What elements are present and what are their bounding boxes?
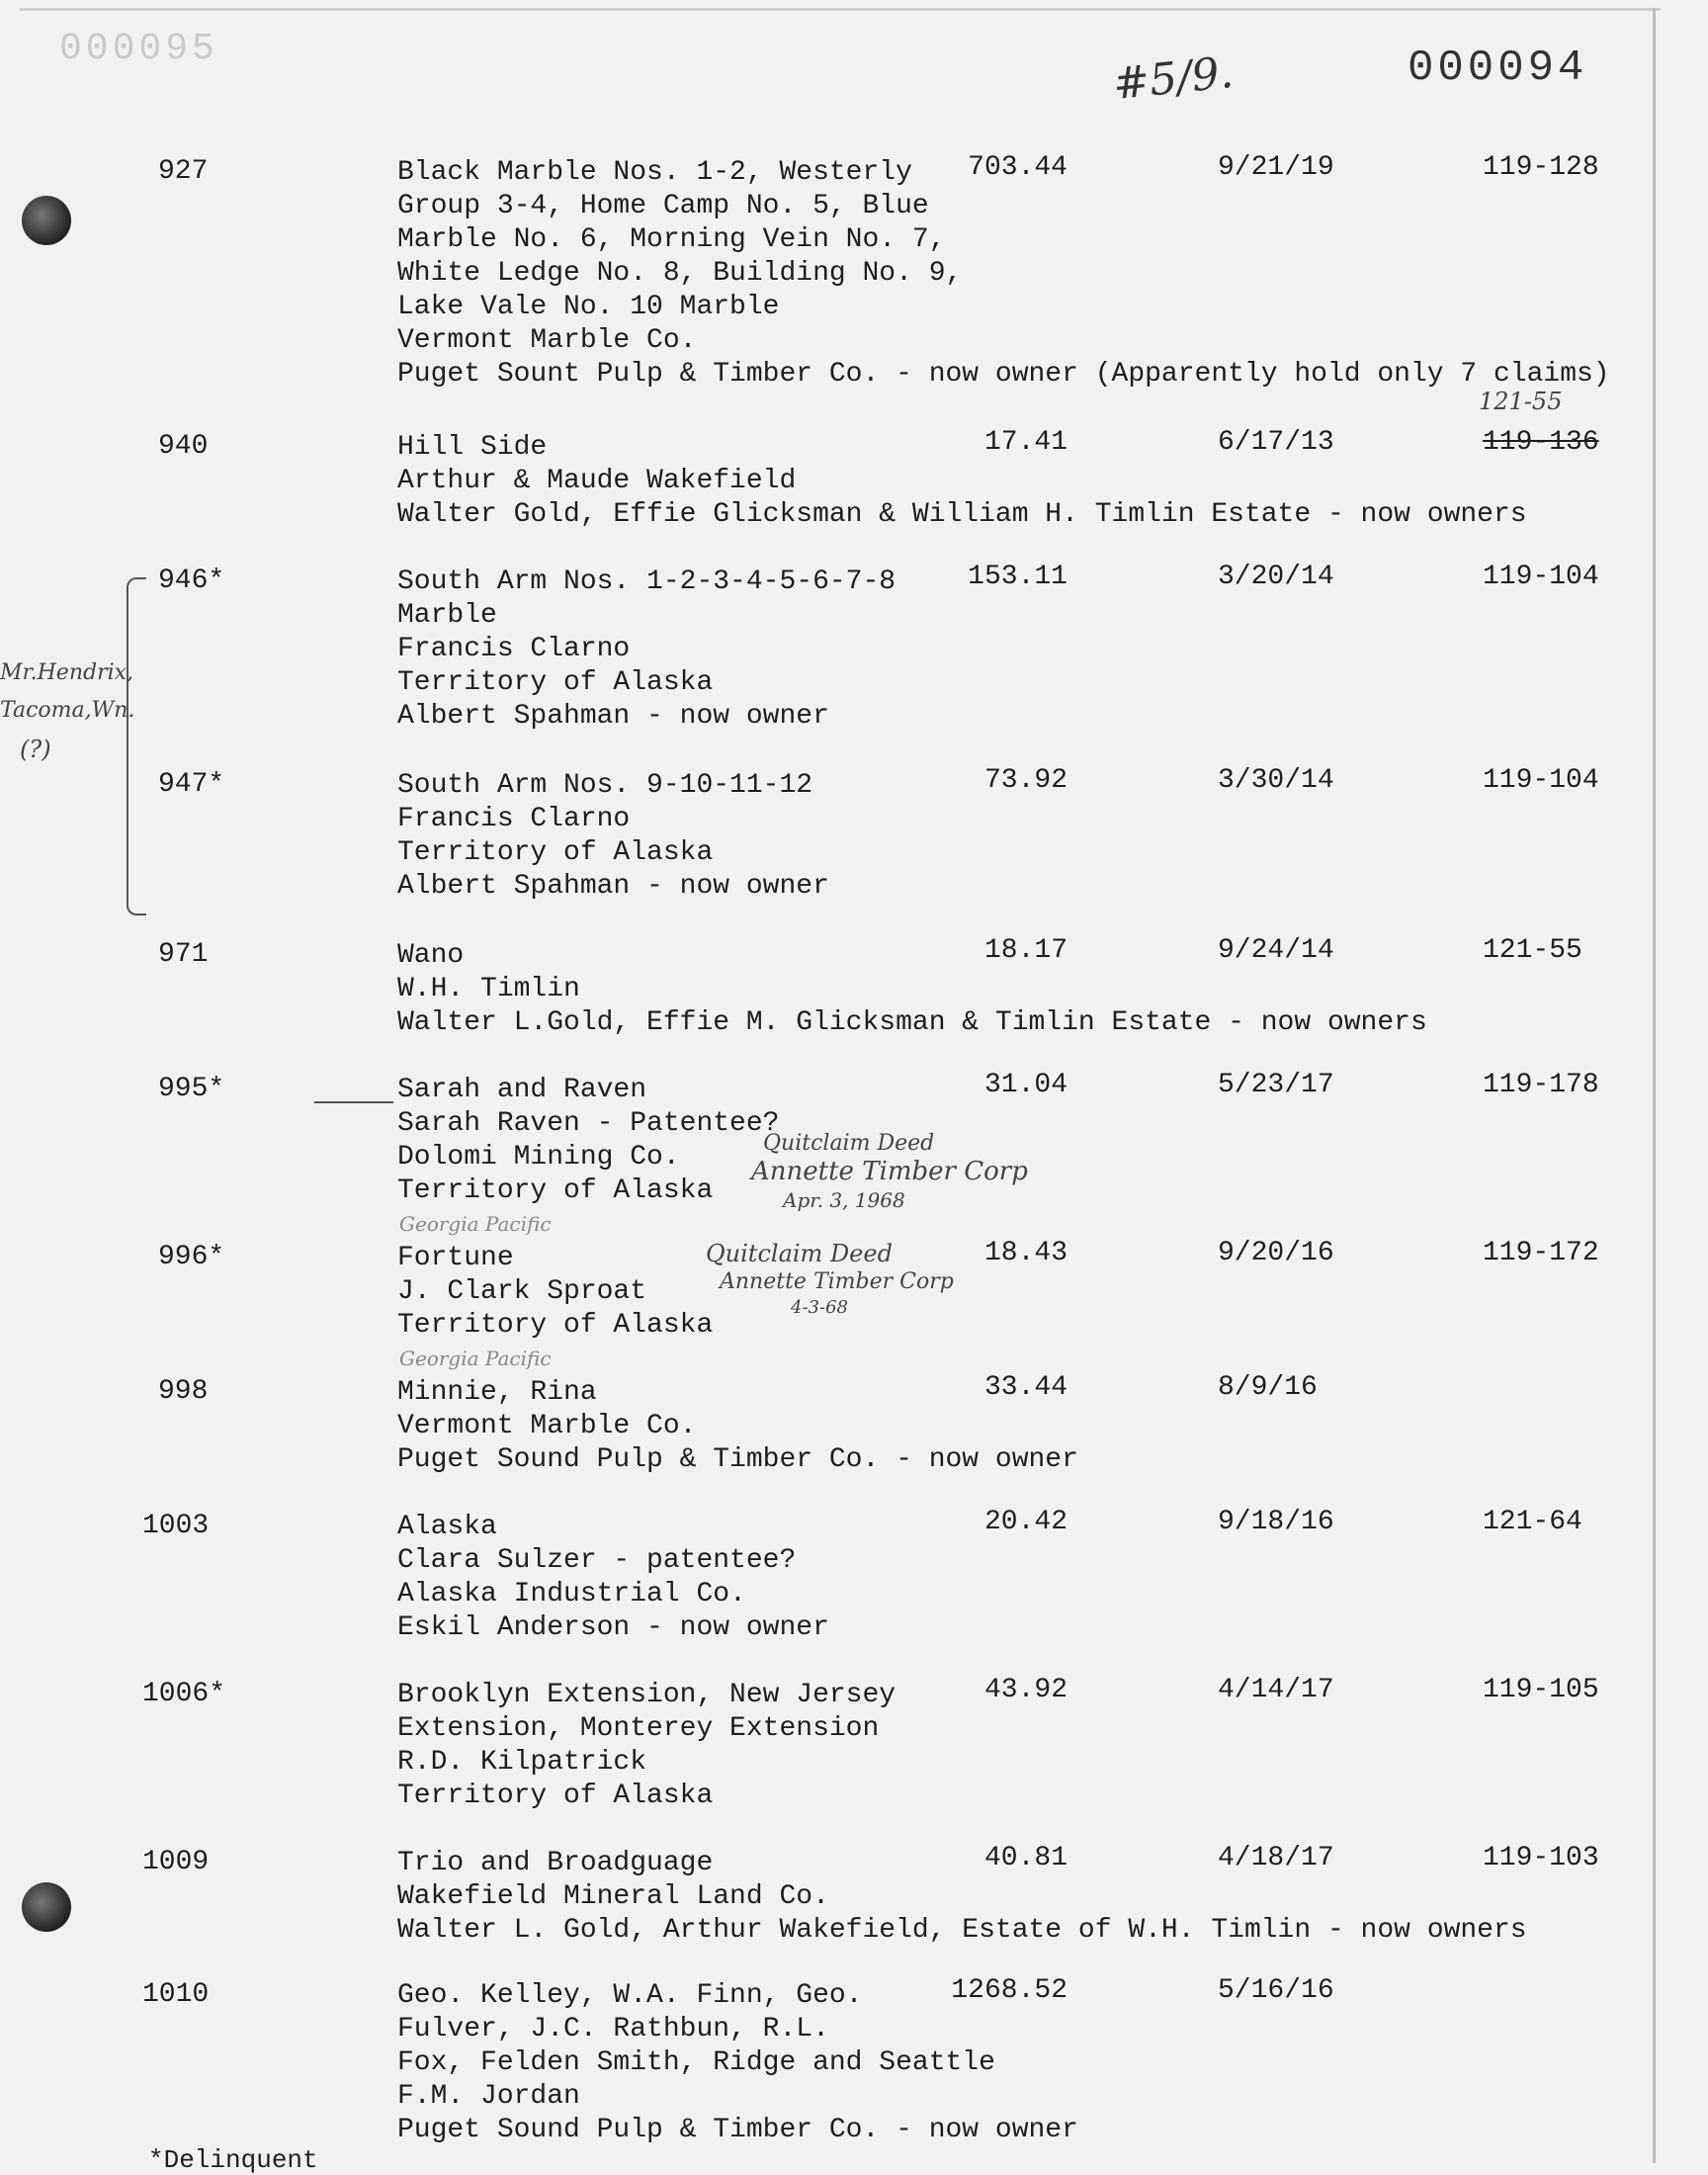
description-line: Territory of Alaska (397, 667, 714, 698)
acreage: 20.42 (983, 1507, 1068, 1537)
description-line: W.H. Timlin (397, 974, 580, 1004)
description-line: Alaska Industrial Co. (397, 1579, 746, 1610)
description-line: Territory of Alaska (397, 1175, 714, 1206)
survey-number: 1009 (142, 1847, 210, 1877)
survey-number: 947* (158, 769, 225, 800)
patent-date: 6/17/13 (1218, 427, 1334, 458)
acreage: 703.44 (968, 152, 1068, 183)
description-line: R.D. Kilpatrick (397, 1747, 647, 1778)
acreage: 73.92 (983, 765, 1068, 796)
description-line: Puget Sound Pulp & Timber Co. - now owner (397, 2115, 1078, 2145)
book-page-ref: 119-178 (1483, 1070, 1599, 1100)
acreage: 18.17 (983, 935, 1068, 966)
survey-number: 995* (158, 1074, 225, 1104)
description-line: Hill Side (397, 432, 548, 463)
book-page-ref: 121-64 (1483, 1507, 1582, 1537)
book-page-ref: 119-104 (1483, 562, 1599, 592)
description-line: Brooklyn Extension, New Jersey (397, 1680, 897, 1710)
book-page-ref: 119-136 (1483, 427, 1599, 458)
book-page-ref: 119-172 (1483, 1238, 1599, 1268)
acreage: 18.43 (983, 1238, 1068, 1268)
punch-hole-icon (22, 196, 71, 245)
description-line: Fortune (397, 1243, 514, 1273)
handwritten-note-faint: Georgia Pacific (399, 1347, 552, 1370)
handwritten-deed-note: 4-3-68 (791, 1297, 848, 1318)
patent-date: 9/21/19 (1218, 152, 1334, 183)
handwritten-deed-note: Annette Timber Corp (751, 1157, 1028, 1186)
handwritten-reference: #5/9. (1110, 46, 1237, 111)
margin-bracket (127, 577, 146, 915)
survey-number: 1010 (142, 1979, 210, 2010)
description-line: J. Clark Sproat (397, 1276, 647, 1307)
handwritten-deed-note: Annette Timber Corp (720, 1269, 954, 1294)
patent-date: 5/16/16 (1218, 1975, 1334, 2006)
description-line: Territory of Alaska (397, 1781, 714, 1811)
description-line: Francis Clarno (397, 804, 631, 834)
acreage: 33.44 (983, 1372, 1068, 1403)
description-line: Clara Sulzer - patentee? (397, 1545, 797, 1576)
book-page-ref: 119-103 (1483, 1843, 1599, 1873)
handwritten-deed-note: Quitclaim Deed (763, 1131, 935, 1156)
book-page-ref: 119-105 (1483, 1675, 1599, 1705)
survey-number: 971 (158, 939, 209, 970)
description-line: Walter L. Gold, Arthur Wakefield, Estate of W.H. Timlin - now owners (397, 1915, 1527, 1946)
patent-date: 4/18/17 (1218, 1843, 1334, 1873)
description-line: South Arm Nos. 1-2-3-4-5-6-7-8 (397, 566, 897, 597)
claim-description (397, 156, 1663, 392)
description-line: Trio and Broadguage (397, 1848, 714, 1878)
description-line: Marble (397, 600, 497, 631)
description-line: Minnie, Rina (397, 1377, 597, 1408)
acreage: 17.41 (983, 427, 1068, 458)
description-line: Territory of Alaska (397, 1310, 714, 1341)
description-line: Group 3-4, Home Camp No. 5, Blue (397, 191, 929, 221)
book-page-ref: 119-104 (1483, 765, 1599, 796)
survey-number: 998 (158, 1376, 209, 1407)
description-line: Marble No. 6, Morning Vein No. 7, (397, 224, 946, 255)
patent-date: 9/20/16 (1218, 1238, 1334, 1268)
survey-number: 996* (158, 1242, 225, 1272)
description-line: Fox, Felden Smith, Ridge and Seattle (397, 2047, 995, 2078)
patent-date: 8/9/16 (1218, 1372, 1318, 1403)
description-line: Territory of Alaska (397, 837, 714, 868)
description-line: Albert Spahman - now owner (397, 701, 829, 732)
description-line: Fulver, J.C. Rathbun, R.L. (397, 2014, 829, 2044)
acreage: 43.92 (983, 1675, 1068, 1705)
patent-date: 5/23/17 (1218, 1070, 1334, 1100)
handwritten-deed-note: Quitclaim Deed (706, 1240, 893, 1267)
description-line: Arthur & Maude Wakefield (397, 466, 797, 496)
description-line: F.M. Jordan (397, 2081, 580, 2112)
description-line: Eskil Anderson - now owner (397, 1612, 829, 1643)
handwritten-note-faint: Georgia Pacific (399, 1212, 552, 1236)
margin-note: Mr.Hendrix, (0, 660, 134, 685)
description-line: Albert Spahman - now owner (397, 871, 829, 902)
description-line: Wano (397, 940, 465, 971)
acreage: 1268.52 (951, 1975, 1068, 2006)
patent-date: 3/30/14 (1218, 765, 1334, 796)
page-number-stamp: 000094 (1408, 44, 1588, 93)
patent-date: 3/20/14 (1218, 562, 1334, 592)
description-line: Vermont Marble Co. (397, 325, 697, 356)
description-line: Geo. Kelley, W.A. Finn, Geo. (397, 1980, 863, 2011)
description-line: Puget Sound Pulp & Timber Co. - now owner (397, 1444, 1078, 1475)
description-line: Dolomi Mining Co. (397, 1142, 680, 1173)
ghost-stamp: 000095 (59, 28, 218, 70)
description-line: Francis Clarno (397, 634, 631, 664)
page-edge (20, 8, 1661, 11)
description-line: Black Marble Nos. 1-2, Westerly (397, 157, 912, 188)
handwritten-ref-correction: 121-55 (1479, 388, 1563, 415)
survey-number: 1006* (142, 1679, 226, 1709)
description-line: Vermont Marble Co. (397, 1411, 697, 1441)
patent-date: 4/14/17 (1218, 1675, 1334, 1705)
description-line: Sarah and Raven (397, 1075, 647, 1105)
description-line: White Ledge No. 8, Building No. 9, (397, 258, 963, 289)
handwritten-deed-note: Apr. 3, 1968 (783, 1188, 905, 1212)
description-line: Lake Vale No. 10 Marble (397, 292, 780, 322)
survey-number: 946* (158, 566, 225, 596)
description-line: Extension, Monterey Extension (397, 1713, 880, 1744)
book-page-ref: 119-128 (1483, 152, 1599, 183)
margin-note: (?) (20, 736, 51, 763)
survey-number: 940 (158, 431, 209, 462)
patent-date: 9/24/14 (1218, 935, 1334, 966)
book-page-ref: 121-55 (1483, 935, 1582, 966)
description-line: Puget Sount Pulp & Timber Co. - now owner (Apparently hold only 7 claims) (397, 359, 1610, 390)
description-line: Sarah Raven - Patentee? (397, 1108, 780, 1139)
punch-hole-icon (22, 1882, 71, 1932)
acreage: 40.81 (983, 1843, 1068, 1873)
footnote: *Delinquent (148, 2145, 318, 2175)
description-line: Walter Gold, Effie Glicksman & William H. Timlin Estate - now owners (397, 499, 1527, 530)
margin-dash (314, 1101, 393, 1103)
patent-date: 9/18/16 (1218, 1507, 1334, 1537)
survey-number: 1003 (142, 1511, 210, 1541)
description-line: Wakefield Mineral Land Co. (397, 1881, 829, 1912)
acreage: 153.11 (968, 562, 1068, 592)
description-line: Walter L.Gold, Effie M. Glicksman & Timlin Estate - now owners (397, 1007, 1427, 1038)
description-line: Alaska (397, 1512, 497, 1542)
margin-note: Tacoma,Wn. (0, 698, 135, 723)
description-line: South Arm Nos. 9-10-11-12 (397, 770, 813, 801)
acreage: 31.04 (983, 1070, 1068, 1100)
survey-number: 927 (158, 156, 209, 187)
